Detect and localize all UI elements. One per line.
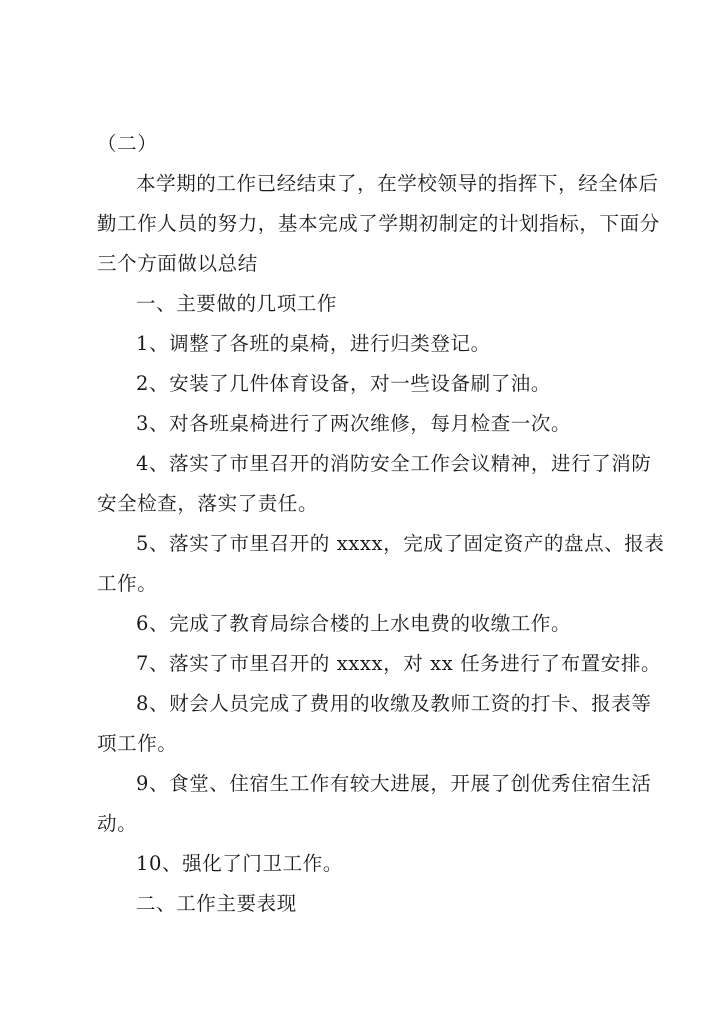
section-heading: 二、工作主要表现	[136, 892, 297, 915]
list-item	[97, 444, 652, 524]
list-item: 3、对各班桌椅进行了两次维修，每月检查一次。	[136, 412, 572, 435]
paragraph-line: 9、食堂、住宿生工作有较大进展，开展了创优秀住宿生活	[136, 772, 652, 795]
section-marker: （二）	[97, 132, 158, 155]
paragraph-line: 三个方面做以总结	[97, 252, 258, 275]
paragraph-line: 5、落实了市里召开的 xxxx，完成了固定资产的盘点、报表	[136, 532, 665, 555]
paragraph-line: 项工作。	[97, 732, 178, 755]
paragraph-line: 勤工作人员的努力，基本完成了学期初制定的计划指标，下面分	[97, 212, 660, 235]
paragraph-line: 安全检查，落实了责任。	[97, 492, 319, 515]
list-item: 7、落实了市里召开的 xxxx，对 xx 任务进行了布置安排。	[136, 652, 662, 675]
paragraph-line: 8、财会人员完成了费用的收缴及教师工资的打卡、报表等	[136, 692, 652, 715]
list-item	[97, 764, 652, 844]
paragraph-line: 4、落实了市里召开的消防安全工作会议精神，进行了消防	[136, 452, 652, 475]
list-item: 2、安装了几件体育设备，对一些设备刷了油。	[136, 372, 552, 395]
list-item	[97, 684, 652, 764]
section-heading: 一、主要做的几项工作	[136, 292, 338, 315]
paragraph-intro	[97, 164, 660, 284]
list-item	[97, 524, 665, 604]
paragraph-line: 工作。	[97, 572, 158, 595]
list-item: 1、调整了各班的桌椅，进行归类登记。	[136, 332, 491, 355]
document-body	[97, 124, 665, 924]
paragraph-line: 动。	[97, 812, 138, 835]
list-item: 10、强化了门卫工作。	[136, 852, 343, 875]
list-item: 6、完成了教育局综合楼的上水电费的收缴工作。	[136, 612, 572, 635]
paragraph-line: 本学期的工作已经结束了，在学校领导的指挥下，经全体后	[136, 172, 659, 195]
